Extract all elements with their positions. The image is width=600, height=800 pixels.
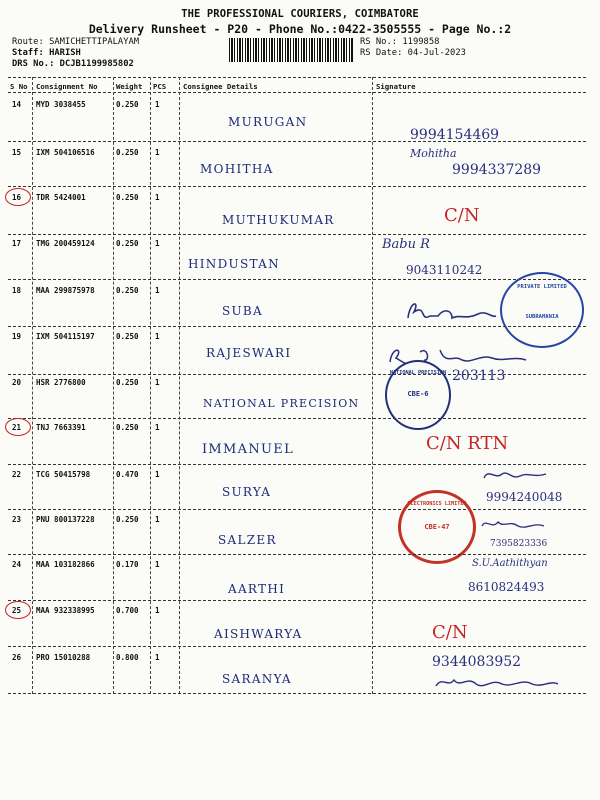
signature-phone: 9994154469	[410, 127, 500, 143]
row-consignment: IXM 504115197	[36, 332, 95, 341]
row-pcs: 1	[155, 332, 160, 341]
table-top-line	[8, 77, 586, 78]
company-stamp: ELECTRONICS LIMITED CBE-47	[398, 490, 476, 564]
row-pcs: 1	[155, 653, 160, 662]
consignee-name: NATIONAL PRECISION	[203, 397, 360, 410]
row-weight: 0.250	[116, 423, 139, 432]
row-sno: 21	[12, 423, 22, 432]
row-consignment: TNJ 7663391	[36, 423, 86, 432]
row-divider	[8, 234, 586, 235]
row-divider	[8, 646, 586, 647]
row-sno: 25	[12, 606, 22, 615]
row-pcs: 1	[155, 148, 160, 157]
signature-phone: 9994337289	[452, 162, 542, 178]
row-consignment: MYD 3038455	[36, 100, 86, 109]
col-header-consignment: Consignment No	[36, 82, 98, 91]
row-weight: 0.800	[116, 653, 139, 662]
row-pcs: 1	[155, 423, 160, 432]
column-divider	[113, 77, 114, 694]
signature-date: 203113	[452, 368, 506, 384]
row-pcs: 1	[155, 606, 160, 615]
route-text: Route: SAMICHETTIPALAYAM	[12, 37, 140, 47]
row-sno: 26	[12, 653, 22, 662]
row-divider	[8, 141, 586, 142]
row-pcs: 1	[155, 470, 160, 479]
row-pcs: 1	[155, 378, 160, 387]
consignee-name: RAJESWARI	[206, 346, 292, 360]
row-sno: 24	[12, 560, 22, 569]
row-sno: 22	[12, 470, 22, 479]
company-stamp: NATIONAL PRECISION CBE-6	[385, 360, 451, 430]
row-weight: 0.470	[116, 470, 139, 479]
row-sno: 20	[12, 378, 22, 387]
column-divider	[179, 77, 180, 694]
signature-scribble: S.U.Aathithyan	[472, 558, 548, 569]
signature-scribble: Mohitha	[410, 147, 457, 160]
row-weight: 0.250	[116, 148, 139, 157]
consignee-name: MURUGAN	[228, 115, 308, 129]
row-consignment: TCG 50415798	[36, 470, 91, 479]
consignee-name: IMMANUEL	[202, 442, 294, 457]
cn-note: C/N	[432, 622, 468, 643]
signature-phone: 8610824493	[468, 580, 545, 594]
consignee-name: AARTHI	[228, 582, 286, 596]
consignee-name: SUBA	[222, 304, 264, 318]
signature-phone: 9344083952	[432, 654, 522, 670]
row-pcs: 1	[155, 515, 160, 524]
signature-phone: 9043110242	[406, 263, 483, 277]
row-weight: 0.250	[116, 332, 139, 341]
row-consignment: MAA 932338995	[36, 606, 95, 615]
signature-scribble: Babu R	[382, 237, 430, 252]
barcode-image	[229, 38, 353, 62]
row-consignment: TDR 5424001	[36, 193, 86, 202]
row-weight: 0.250	[116, 378, 139, 387]
row-consignment: PNU 800137228	[36, 515, 95, 524]
row-pcs: 1	[155, 286, 160, 295]
col-header-sno: S No	[10, 82, 28, 91]
rs-number: RS No.: 1199858	[360, 37, 440, 47]
row-consignment: PRO 15010288	[36, 653, 91, 662]
header-bottom-line	[8, 92, 586, 93]
consignee-name: SARANYA	[222, 672, 292, 686]
staff-text: Staff: HARISH	[12, 48, 81, 58]
table-bottom-line	[8, 693, 586, 694]
signature-phone: 7395823336	[490, 539, 548, 549]
consignee-name: SALZER	[218, 533, 277, 547]
column-divider	[150, 77, 151, 694]
row-sno: 14	[12, 100, 22, 109]
col-header-details: Consignee Details	[183, 82, 258, 91]
consignee-name: HINDUSTAN	[188, 257, 280, 271]
route-info	[12, 37, 139, 70]
row-consignment: IXM 504106516	[36, 148, 95, 157]
row-consignment: MAA 299875978	[36, 286, 95, 295]
row-divider	[8, 279, 586, 280]
signature-scribble	[400, 296, 500, 326]
cn-rtn-note: C/N RTN	[426, 433, 509, 454]
drs-text: DRS No.: DCJB1199985802	[12, 59, 134, 69]
row-weight: 0.250	[116, 193, 139, 202]
row-sno: 19	[12, 332, 22, 341]
document-subtitle: Delivery Runsheet - P20 - Phone No.:0422-3505555 - Page No.:2	[88, 22, 512, 36]
row-weight: 0.250	[116, 515, 139, 524]
rs-info	[360, 37, 466, 59]
consignee-name: AISHWARYA	[214, 627, 303, 641]
consignee-name: MOHITHA	[200, 162, 274, 176]
row-weight: 0.250	[116, 100, 139, 109]
row-pcs: 1	[155, 100, 160, 109]
cn-note: C/N	[444, 205, 480, 226]
row-consignment: MAA 103182866	[36, 560, 95, 569]
consignee-name: SURYA	[222, 485, 272, 499]
col-header-pcs: PCS	[153, 82, 167, 91]
row-weight: 0.700	[116, 606, 139, 615]
row-divider	[8, 186, 586, 187]
row-sno: 16	[12, 193, 22, 202]
document-title: THE PROFESSIONAL COURIERS, COIMBATORE	[181, 8, 419, 20]
signature-scribble	[480, 466, 550, 484]
row-pcs: 1	[155, 560, 160, 569]
rs-date: RS Date: 04-Jul-2023	[360, 48, 466, 58]
col-header-signature: Signature	[376, 82, 416, 91]
row-pcs: 1	[155, 193, 160, 202]
row-divider	[8, 326, 586, 327]
signature-scribble	[432, 672, 562, 692]
column-divider	[372, 77, 373, 694]
row-sno: 18	[12, 286, 22, 295]
consignee-name: MUTHUKUMAR	[222, 213, 335, 227]
row-sno: 17	[12, 239, 22, 248]
company-stamp: PRIVATE LIMITED SUBRAMANIA	[500, 272, 584, 348]
signature-phone: 9994240048	[486, 490, 563, 504]
row-divider	[8, 554, 586, 555]
row-pcs: 1	[155, 239, 160, 248]
col-header-weight: Weight	[116, 82, 143, 91]
row-sno: 23	[12, 515, 22, 524]
row-sno: 15	[12, 148, 22, 157]
row-consignment: HSR 2776800	[36, 378, 86, 387]
signature-scribble	[478, 516, 548, 532]
row-divider	[8, 509, 586, 510]
row-weight: 0.250	[116, 286, 139, 295]
row-divider	[8, 464, 586, 465]
row-divider	[8, 600, 586, 601]
row-weight: 0.250	[116, 239, 139, 248]
row-consignment: TMG 200459124	[36, 239, 95, 248]
row-weight: 0.170	[116, 560, 139, 569]
column-divider	[32, 77, 33, 694]
row-divider	[8, 418, 586, 419]
